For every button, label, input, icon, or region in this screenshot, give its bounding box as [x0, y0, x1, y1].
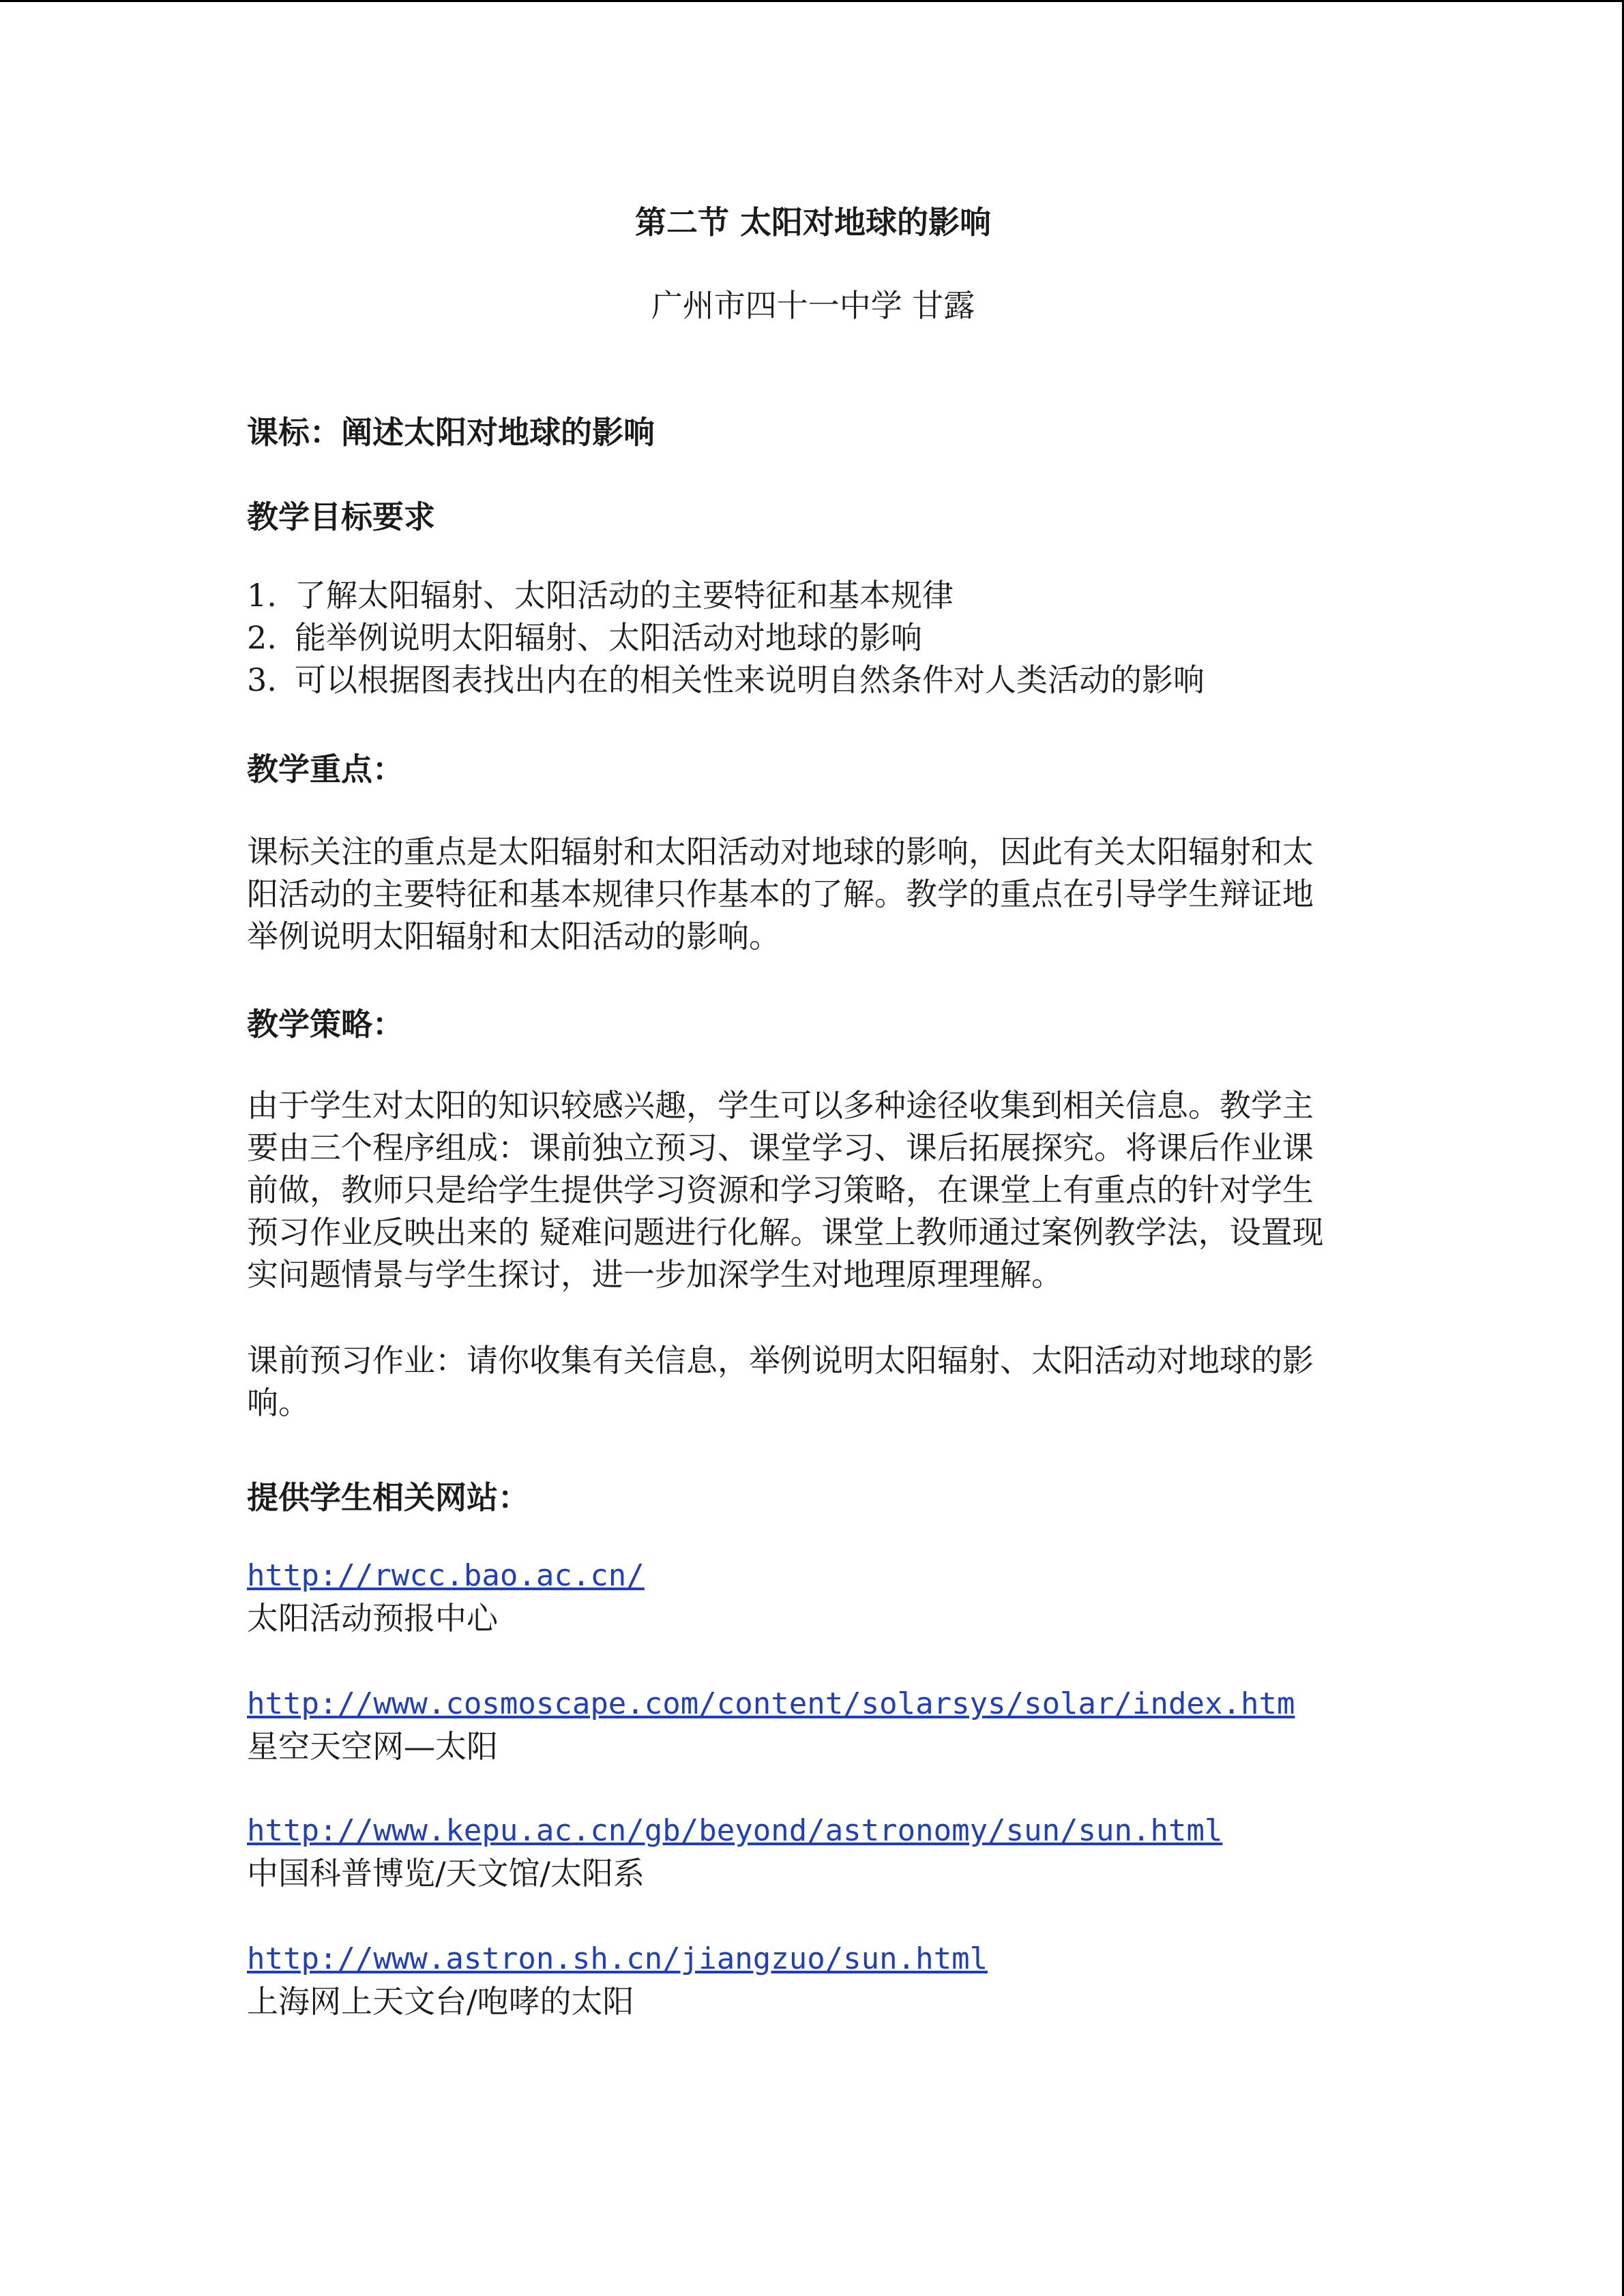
list-item: 3. 可以根据图表找出内在的相关性来说明自然条件对人类活动的影响 [247, 661, 1205, 698]
website-entry [247, 1937, 988, 2023]
homework-paragraph: 课前预习作业：请你收集有关信息，举例说明太阳辐射、太阳活动对地球的影 响。 [247, 1342, 1314, 1421]
objectives-heading: 教学目标要求 [247, 498, 435, 535]
key-points-paragraph: 课标关注的重点是太阳辐射和太阳活动对地球的影响，因此有关太阳辐射和太 阳活动的主要特征和基本规律只作基本的了解。教学的重点在引导学生辩证地 举例说明太阳辐射和太阳活动的影响。 [247, 833, 1314, 955]
page-title: 第二节 太阳对地球的影响 [634, 204, 991, 241]
list-item: 1. 了解太阳辐射、太阳活动的主要特征和基本规律 [247, 577, 954, 614]
list-item: 2. 能举例说明太阳辐射、太阳活动对地球的影响 [247, 619, 922, 656]
website-link[interactable]: http://www.astron.sh.cn/jiangzuo/sun.html [247, 1941, 988, 1976]
website-name: 中国科普博览/天文馆/太阳系 [247, 1855, 645, 1892]
website-entry [247, 1808, 1222, 1894]
key-points-heading: 教学重点： [247, 751, 404, 788]
website-entry [247, 1682, 1295, 1768]
website-entry [247, 1553, 645, 1639]
website-link[interactable]: http://rwcc.bao.ac.cn/ [247, 1558, 645, 1593]
website-name: 太阳活动预报中心 [247, 1600, 498, 1637]
author-line: 广州市四十一中学 甘露 [651, 287, 975, 324]
website-link[interactable]: http://www.kepu.ac.cn/gb/beyond/astronomy/sun/sun.html [247, 1813, 1223, 1848]
website-name: 上海网上天文台/咆哮的太阳 [247, 1983, 634, 2020]
strategy-paragraph: 由于学生对太阳的知识较感兴趣，学生可以多种途径收集到相关信息。教学主 要由三个程序组成：课前独立预习、课堂学习、课后拓展探究。将课后作业课 前做，教师只是给学生提供学习资源和学习策略，在课堂上有重点的针对学生 预习作业反映出来的 疑难问题进行化解。课堂上教师通过案例教学法，设置现 实问题情景与学生探讨，进一步加深学生对地理原理理解。 [247, 1087, 1324, 1293]
strategy-heading: 教学策略： [247, 1006, 404, 1043]
objectives-list [247, 574, 1205, 701]
website-name: 星空天空网—太阳 [247, 1728, 498, 1765]
curriculum-heading: 课标：阐述太阳对地球的影响 [247, 414, 655, 451]
websites-heading: 提供学生相关网站： [247, 1479, 529, 1516]
page-border-top [0, 0, 1624, 2]
website-link[interactable]: http://www.cosmoscape.com/content/solarsys/solar/index.htm [247, 1686, 1295, 1721]
